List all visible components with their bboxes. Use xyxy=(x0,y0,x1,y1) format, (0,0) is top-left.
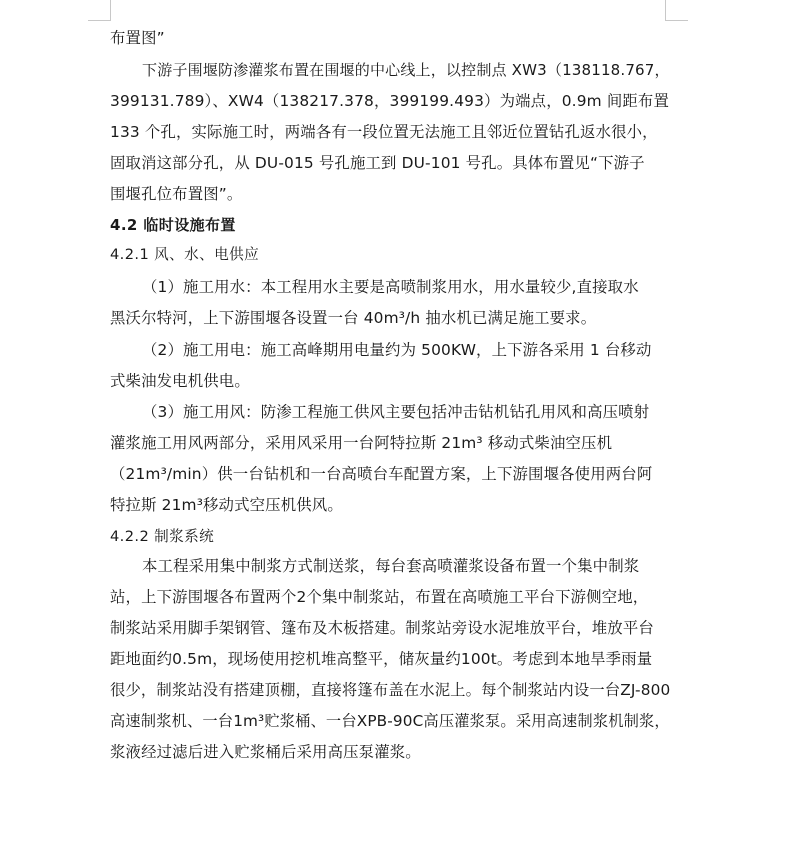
paragraph-line: 黑沃尔特河，上下游围堰各设置一台 40m³/h 抽水机已满足施工要求。 xyxy=(110,309,597,327)
paragraph-line: 围堰孔位布置图”。 xyxy=(110,185,243,203)
paragraph-line: 本工程采用集中制浆方式制送浆，每台套高喷灌浆设备布置一个集中制浆 xyxy=(142,557,640,575)
section-heading: 4.2 临时设施布置 xyxy=(110,216,236,234)
paragraph-line: 固取消这部分孔，从 DU-015 号孔施工到 DU-101 号孔。具体布置见“下游子 xyxy=(110,154,645,172)
paragraph-line: （3）施工用风：防渗工程施工供风主要包括冲击钻机钻孔用风和高压喷射 xyxy=(142,403,650,421)
paragraph-line: 式柴油发电机供电。 xyxy=(110,372,250,390)
page-corner-mark-top-left xyxy=(88,0,111,21)
paragraph-line: 站，上下游围堰各布置两个2个集中制浆站，布置在高喷施工平台下游侧空地， xyxy=(110,588,649,606)
paragraph-line: 特拉斯 21m³移动式空压机供风。 xyxy=(110,496,343,514)
subsection-heading: 4.2.1 风、水、电供应 xyxy=(110,246,260,263)
paragraph-line: 制浆站采用脚手架钢管、篷布及木板搭建。制浆站旁设水泥堆放平台，堆放平台 xyxy=(110,619,654,637)
paragraph-line: 很少，制浆站没有搭建顶棚，直接将篷布盖在水泥上。每个制浆站内设一台ZJ-800 xyxy=(110,681,671,699)
paragraph-line: 下游子围堰防渗灌浆布置在围堰的中心线上，以控制点 XW3（138118.767， xyxy=(142,61,670,79)
paragraph-line: 布置图” xyxy=(110,29,165,47)
paragraph-line: 高速制浆机、一台1m³贮浆桶、一台XPB-90C高压灌浆泵。采用高速制浆机制浆， xyxy=(110,712,670,730)
paragraph-line: 399131.789）、XW4（138217.378，399199.493）为端点，0.9m 间距布置 xyxy=(110,92,670,110)
page-corner-mark-top-right xyxy=(665,0,688,21)
subsection-heading: 4.2.2 制浆系统 xyxy=(110,528,215,545)
paragraph-line: 133 个孔，实际施工时，两端各有一段位置无法施工且邻近位置钻孔返水很小， xyxy=(110,123,658,141)
paragraph-line: （21m³/min）供一台钻机和一台高喷台车配置方案，上下游围堰各使用两台阿 xyxy=(110,465,653,483)
paragraph-line: （2）施工用电：施工高峰期用电量约为 500KW，上下游各采用 1 台移动 xyxy=(142,341,652,359)
paragraph-line: （1）施工用水：本工程用水主要是高喷制浆用水，用水量较少,直接取水 xyxy=(142,278,639,296)
paragraph-line: 灌浆施工用风两部分，采用风采用一台阿特拉斯 21m³ 移动式柴油空压机 xyxy=(110,434,613,452)
paragraph-line: 浆液经过滤后进入贮浆桶后采用高压泵灌浆。 xyxy=(110,743,421,761)
paragraph-line: 距地面约0.5m，现场使用挖机堆高整平，储灰量约100t。考虑到本地旱季雨量 xyxy=(110,650,653,668)
